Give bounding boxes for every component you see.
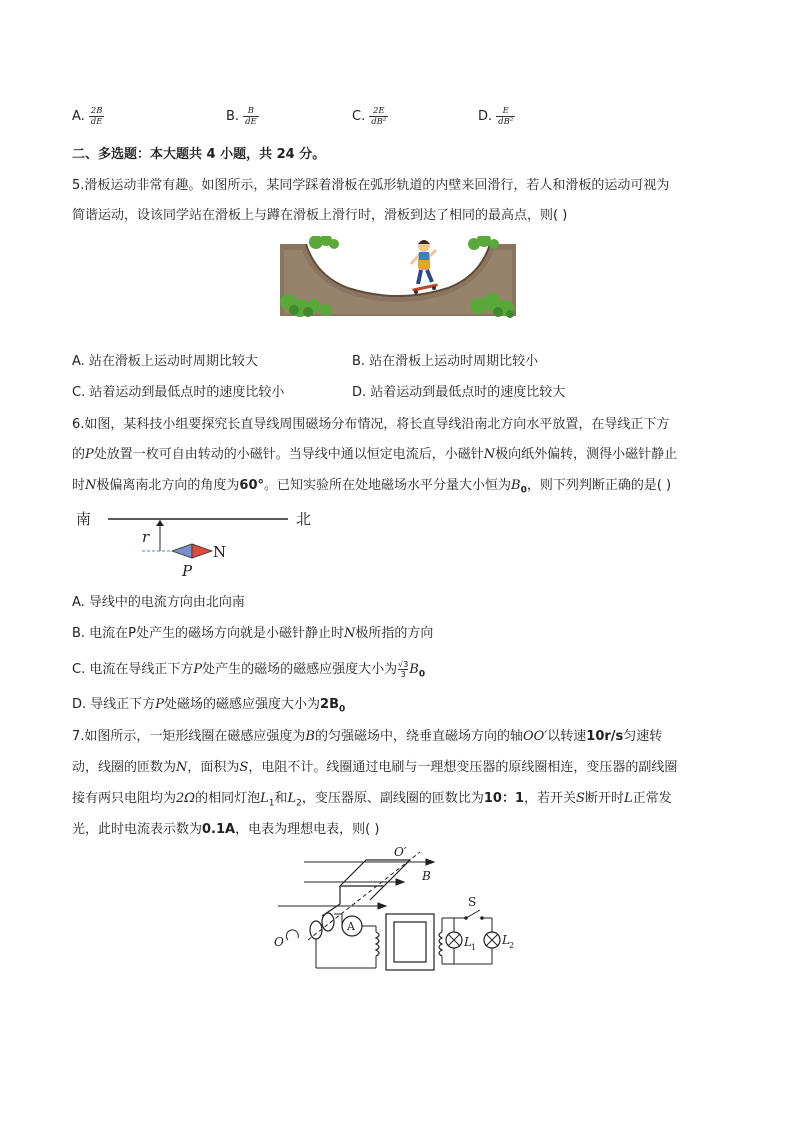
switch-s: [466, 910, 480, 918]
q6-wire-compass-figure: [72, 506, 332, 582]
compass-needle-north: [192, 544, 212, 558]
compass-needle-south: [172, 544, 192, 558]
q4-option-a[interactable]: A. $\frac{2B}{dE}$: [72, 106, 103, 127]
secondary-coil: [439, 932, 442, 956]
magnetic-field-lines: [278, 859, 434, 909]
q6-stem-line-2: 的P处放置一枚可自由转动的小磁针。当导线中通以恒定电流后，小磁针N极向纸外偏转，测得小磁针静止: [72, 447, 678, 462]
figure-label-north: 北: [296, 510, 312, 528]
section-title: 二、多选题：本大题共 4 小题，共 24 分。: [72, 147, 326, 162]
rotation-axis: [308, 852, 420, 940]
q6-stem-line-3: 时N极偏离南北方向的角度为60°。已知实验所在处地磁场水平分量大小恒为$B_0$，则下列判断正确的是( ): [72, 478, 672, 496]
q7-stem-line-2: 动，线圈的匝数为N，面积为S，电阻不计。线圈通过电刷与一理想变压器的原线圈相连，变压器的副线圈: [72, 760, 678, 775]
svg-text:O: O: [274, 935, 284, 949]
q7-stem-line-1: 7.如图所示，一矩形线圈在磁感应强度为B的匀强磁场中，绕垂直磁场方向的轴OO′以转速10r/s匀速转: [72, 729, 663, 744]
svg-text:O′: O′: [394, 845, 407, 859]
q6-option-a[interactable]: A. 导线中的电流方向由北向南: [72, 595, 245, 610]
q5-option-a[interactable]: A. 站在滑板上运动时周期比较大: [72, 354, 258, 369]
svg-text:B: B: [422, 869, 431, 883]
svg-text:P: P: [182, 562, 193, 580]
q6-option-d[interactable]: D. 导线正下方P处磁场的磁感应强度大小为$2B_0$: [72, 697, 346, 715]
q4-option-b[interactable]: B. $\frac{B}{dE}$: [226, 106, 257, 127]
q7-generator-transformer-figure: [270, 842, 530, 974]
q5-option-c[interactable]: C. 站着运动到最低点时的速度比较小: [72, 385, 285, 400]
svg-text:L: L: [502, 933, 510, 947]
svg-text:A: A: [347, 920, 355, 933]
q4-option-d[interactable]: D. $\frac{E}{\text{dB²}}$: [478, 106, 514, 127]
q6-option-b[interactable]: B. 电流在P处产生的磁场方向就是小磁针静止时N极所指的方向: [72, 626, 434, 641]
q5-option-b[interactable]: B. 站在滑板上运动时周期比较小: [352, 354, 539, 369]
figure-label-south: 南: [76, 510, 92, 528]
slip-ring: [322, 913, 334, 931]
q4-option-a-fraction: $\frac{2B}{dE}$: [90, 106, 103, 127]
q7-stem-line-4: 光，此时电流表示数为0.1A，电表为理想电表，则( ): [72, 822, 380, 837]
svg-text:1: 1: [471, 943, 477, 952]
q5-skateboard-figure: [278, 236, 518, 318]
svg-text:N: N: [213, 543, 227, 561]
q6-option-c-fraction: $\frac{√3}{3}$: [398, 660, 409, 679]
q4-option-c[interactable]: C. $\frac{2E}{\text{dB²}}$: [352, 106, 387, 127]
q7-stem-line-3: 接有两只电阻均为2Ω的相同灯泡$L_1$和$L_2$，变压器原、副线圈的匝数比为10：1，若开关S断开时L正常发: [72, 791, 672, 809]
primary-coil: [376, 932, 379, 956]
q4-option-c-fraction: $\frac{2E}{\text{dB²}}$: [371, 106, 387, 127]
q4-option-b-fraction: $\frac{B}{dE}$: [245, 106, 257, 127]
q6-stem-line-1: 6.如图，某科技小组要探究长直导线周围磁场分布情况，将长直导线沿南北方向水平放置，在导线正下方: [72, 417, 670, 432]
svg-text:r: r: [142, 528, 150, 546]
q5-stem-line-1: 5.滑板运动非常有趣。如图所示，某同学踩着滑板在弧形轨道的内壁来回滑行，若人和滑板的运动可视为: [72, 178, 670, 193]
q6-option-c[interactable]: C. 电流在导线正下方P处产生的磁场的磁感应强度大小为 $\frac{√3}{3}$ $B_0$: [72, 660, 426, 680]
q4-option-d-fraction: $\frac{E}{\text{dB²}}$: [498, 106, 514, 127]
skater-illustration: [411, 240, 438, 294]
svg-text:S: S: [468, 895, 477, 909]
q5-stem-line-2: 简谐运动，设该同学站在滑板上与蹲在滑板上滑行时，滑板到达了相同的最高点，则( ): [72, 208, 568, 223]
svg-text:2: 2: [509, 941, 515, 950]
q5-option-d[interactable]: D. 站着运动到最低点时的速度比较大: [352, 385, 566, 400]
svg-text:L: L: [464, 935, 472, 949]
